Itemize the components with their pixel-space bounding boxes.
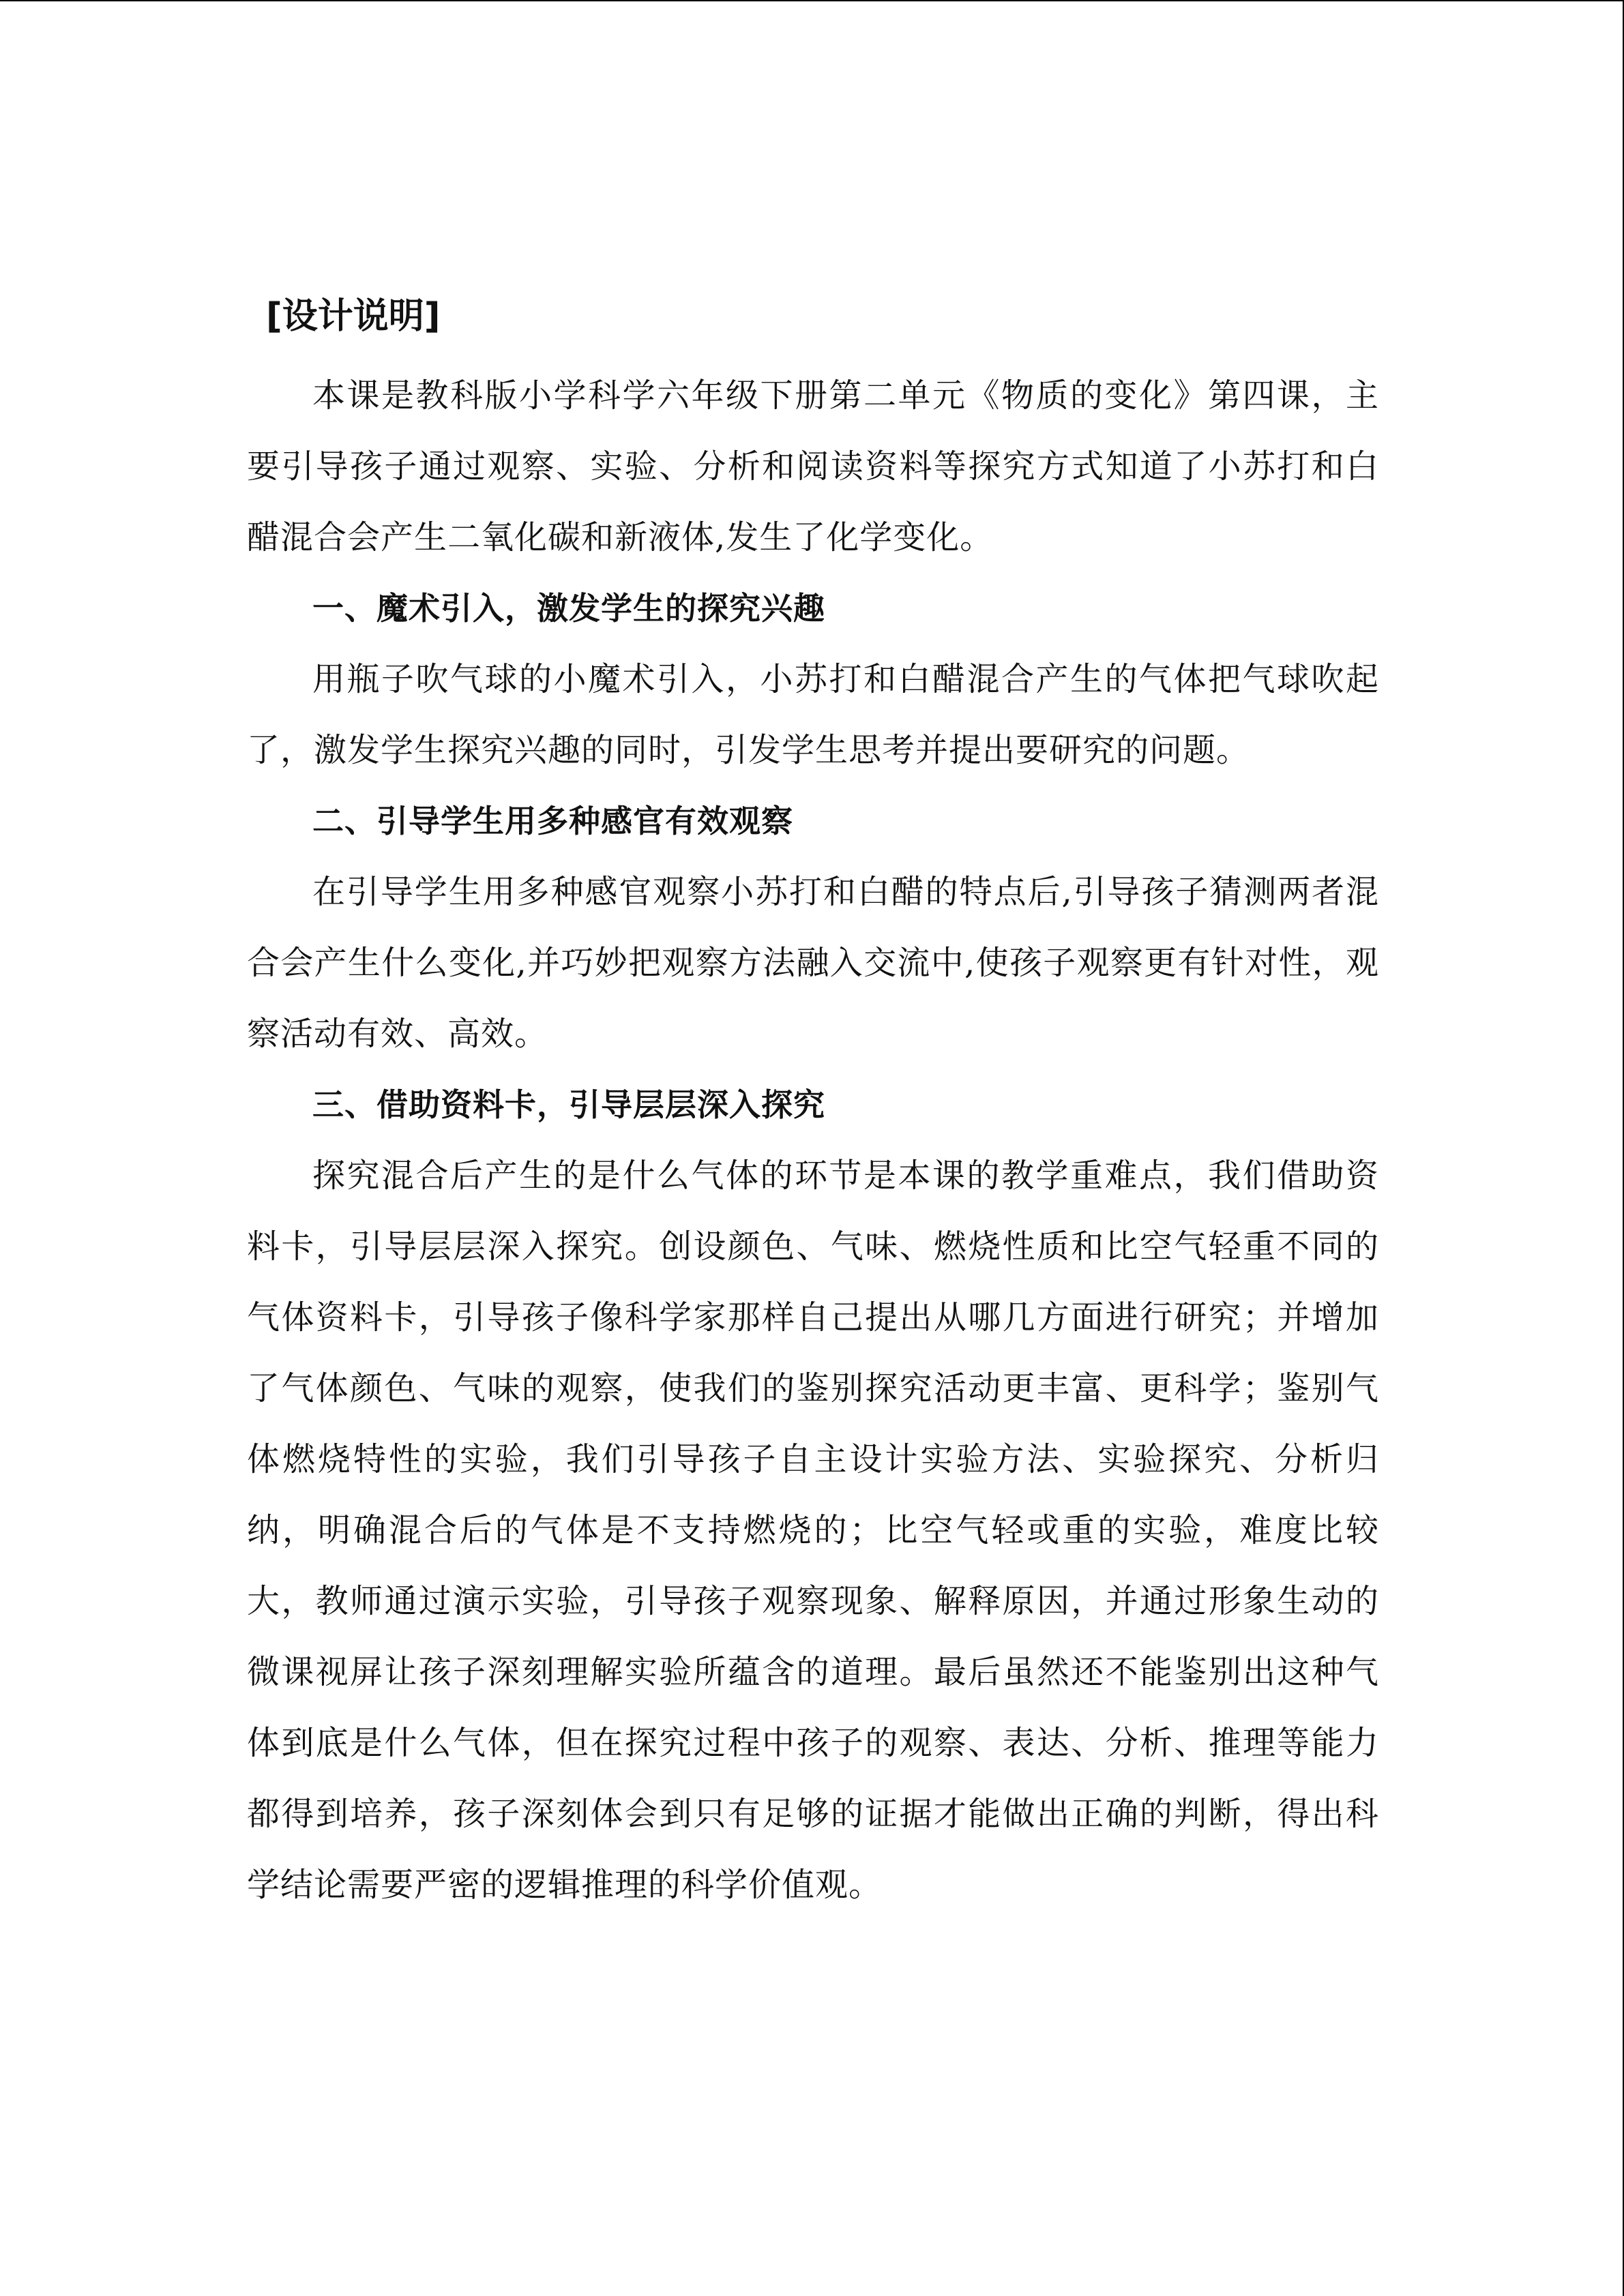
- section-1-heading: 一、魔术引入，激发学生的探究兴趣: [312, 590, 825, 627]
- section-2-body: 在引导学生用多种感官观察小苏打和白醋的特点后,引导孩子猜测两者混合会产生什么变化,并巧妙把观察方法融入交流中,使孩子观察更有针对性，观察活动有效、高效。: [247, 873, 1379, 1053]
- section-2-heading: 二、引导学生用多种感官有效观察: [312, 803, 793, 839]
- section-1-body: 用瓶子吹气球的小魔术引入，小苏打和白醋混合产生的气体把气球吹起了，激发学生探究兴趣的同时，引发学生思考并提出要研究的问题。: [247, 660, 1379, 769]
- document-title: [设计说明]: [266, 296, 441, 337]
- document-content: [247, 288, 1379, 1920]
- section-3-heading: 三、借助资料卡，引导层层深入探究: [312, 1086, 825, 1123]
- section-3-body: 探究混合后产生的是什么气体的环节是本课的教学重难点，我们借助资料卡，引导层层深入探究。创设颜色、气味、燃烧性质和比空气轻重不同的气体资料卡，引导孩子像科学家那样自己提出从哪几方面进行研究；并增加了气体颜色、气味的观察，使我们的鉴别探究活动更丰富、更科学；鉴别气体燃烧特性的实验，我们引导孩子自主设计实验方法、实验探究、分析归纳，明确混合后的气体是不支持燃烧的；比空气轻或重的实验，难度比较大，教师通过演示实验，引导孩子观察现象、解释原因，并通过形象生动的微课视屏让孩子深刻理解实验所蕴含的道理。最后虽然还不能鉴别出这种气体到底是什么气体，但在探究过程中孩子的观察、表达、分析、推理等能力都得到培养，孩子深刻体会到只有足够的证据才能做出正确的判断，得出科学结论需要严密的逻辑推理的科学价值观。: [247, 1157, 1379, 1904]
- intro-paragraph: 本课是教科版小学科学六年级下册第二单元《物质的变化》第四课，主要引导孩子通过观察、实验、分析和阅读资料等探究方式知道了小苏打和白醋混合会产生二氧化碳和新液体,发生了化学变化。: [247, 376, 1379, 556]
